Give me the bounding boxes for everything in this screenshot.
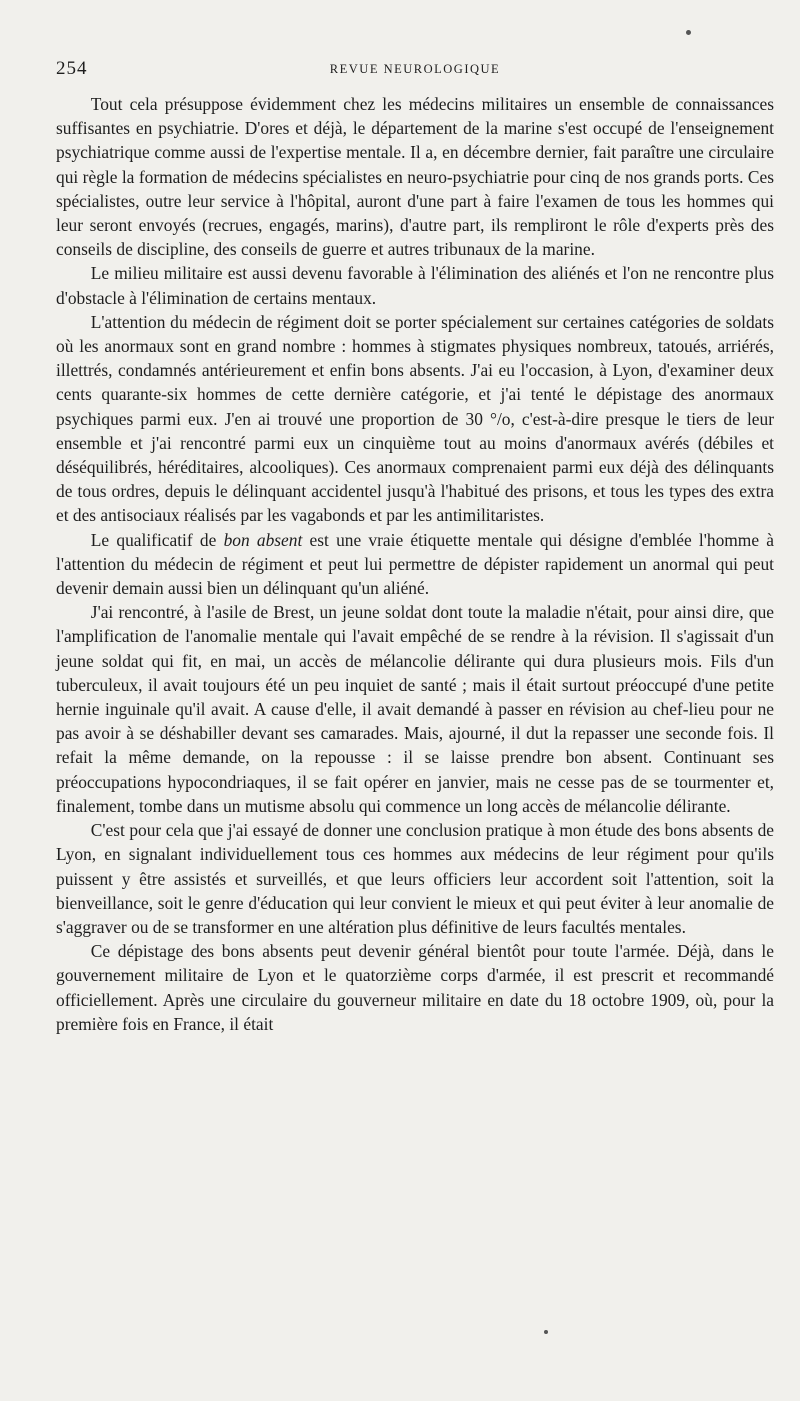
paragraph-text: Le milieu militaire est aussi devenu favorable à l'élimination des aliénés et l'on ne rencontre plus d'obstacle à l'élimination de certains mentaux. <box>56 263 774 308</box>
document-page <box>56 52 774 1036</box>
paragraph-text: Le qualificatif de <box>90 529 224 550</box>
paragraph-7 <box>56 939 774 1036</box>
paragraph-text: J'ai rencontré, à l'asile de Brest, un jeune soldat dont toute la maladie n'était, pour ainsi dire, que l'amplification de l'anomalie mentale qui l'avait empêché de se rendre à la révision. Il s'agissait d'un jeune soldat qui fit, en mai, un accès de mélancolie délirante qui dura plusieurs mois. Fils d'un tuberculeux, il avait toujours été un peu inquiet de santé ; mais il était surtout préoccupé d'une petite hernie inguinale qu'il avait. A cause d'elle, il avait demandé à passer en révision au chef-lieu pour ne pas avoir à se déshabiller devant ses camarades. Mais, ajourné, il dut la repasser une seconde fois. Il refait la même demande, on la repousse : il se laisse prendre bon absent. Continuant ses préoccupations hypocondriaques, il se fait opérer en janvier, mais ne cesse pas de se tourmenter et, finalement, tombe dans un mutisme absolu qui commence un long accès de mélancolie délirante. <box>56 602 774 816</box>
paragraph-text: est une vraie étiquette mentale qui désigne d'emblée l'homme à l'attention du médecin de régiment et peut lui permettre de dépister rapidement un anormal qui peut devenir demain aussi bien un délinquant qu'un aliéné. <box>56 529 774 599</box>
paragraph-4 <box>56 528 774 601</box>
page-number: 254 <box>56 58 88 79</box>
body-text <box>56 92 774 1036</box>
paragraph-3 <box>56 310 774 528</box>
paragraph-6 <box>56 818 774 939</box>
running-title: REVUE NEUROLOGIQUE <box>329 62 501 76</box>
paragraph-5 <box>56 600 774 818</box>
paper-speck-top <box>686 30 691 35</box>
paragraph-1 <box>56 92 774 261</box>
italic-term: bon absent <box>223 529 303 550</box>
paragraph-text: C'est pour cela que j'ai essayé de donner une conclusion pratique à mon étude des bons absents de Lyon, en signalant individuellement tous ces hommes aux médecins de leur régiment pour qu'ils puissent y être assistés et surveillés, et que leurs officiers leur accordent soit l'attention, soit la bienveillance, soit le genre d'éducation qui leur convient le mieux et qui peut éviter à leur anomalie de s'aggraver ou de se transformer en une altération plus définitive de leurs facultés mentales. <box>56 820 774 937</box>
paragraph-2 <box>56 261 774 309</box>
page-header <box>56 52 774 92</box>
paragraph-text: Tout cela présuppose évidemment chez les médecins militaires un ensemble de connaissances suffisantes en psychiatrie. D'ores et déjà, le département de la marine s'est occupé de l'enseignement psychiatrique comme aussi de l'expertise mentale. Il a, en décembre dernier, fait paraître une circulaire qui règle la formation de médecins spécialistes en neuro-psychiatrie pour cinq de nos grands ports. Ces spécialistes, outre leur service à l'hôpital, auront d'une part à faire l'examen de tous les hommes qui leur seront envoyés (recrues, engagés, marins), d'autre part, ils rempliront le rôle d'experts près des conseils de discipline, des conseils de guerre et autres tribunaux de la marine. <box>56 94 774 260</box>
paragraph-text: L'attention du médecin de régiment doit se porter spécialement sur certaines catégories de soldats où les anormaux sont en grand nombre : hommes à stigmates physiques nombreux, tatoués, arriérés, illettrés, condamnés antérieurement et enfin bons absents. J'ai eu l'occasion, à Lyon, d'examiner deux cents quarante-six hommes de cette dernière catégorie, et j'ai tenté le dépistage des anormaux psychiques parmi eux. J'en ai trouvé une proportion de 30 °/o, c'est-à-dire presque le tiers de leur ensemble et j'ai rencontré parmi eux un cinquième tout au moins d'anormaux avérés (débiles et déséquilibrés, héréditaires, alcooliques). Ces anormaux comprenaient parmi eux déjà des délinquants de tous ordres, depuis le délinquant accidentel jusqu'à l'habitué des prisons, et tous les types des extra et des antisociaux réalisés par les vagabonds et par les antimilitaristes. <box>56 311 774 526</box>
paper-speck-bottom <box>544 1330 548 1334</box>
paragraph-text: Ce dépistage des bons absents peut devenir général bientôt pour toute l'armée. Déjà, dans le gouvernement militaire de Lyon et le quatorzième corps d'armée, il est prescrit et recommandé officiellement. Après une circulaire du gouverneur militaire en date du 18 octobre 1909, où, pour la première fois en France, il était <box>56 941 774 1034</box>
